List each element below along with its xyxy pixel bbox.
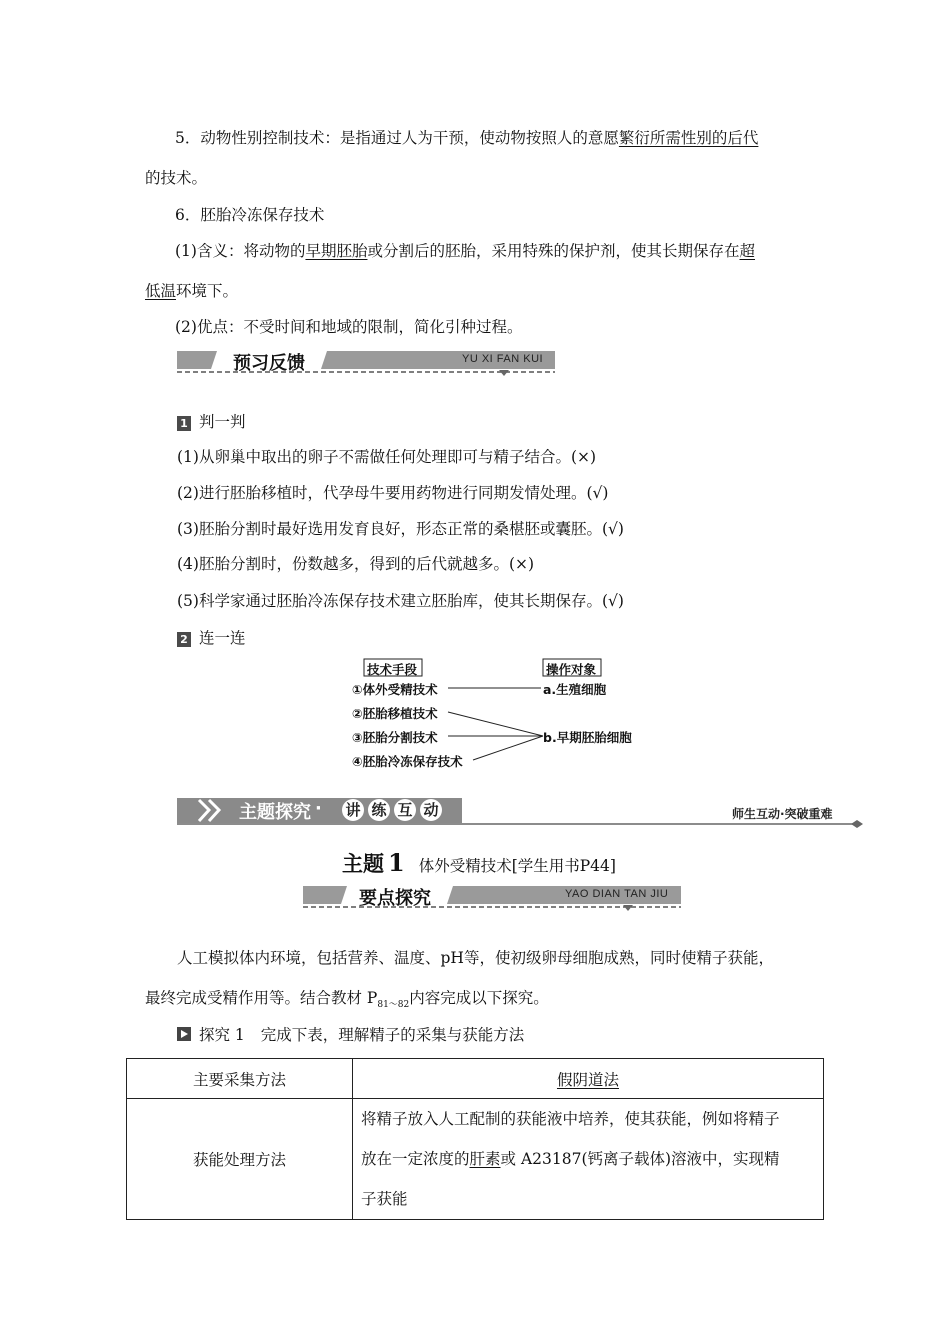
theme-banner-char: 互: [394, 799, 416, 821]
intro-line1: 人工模拟体内环境，包括营养、温度、pH等，使初级卵母细胞成熟，同时使精子获能，: [177, 949, 774, 967]
play-icon: [177, 1027, 191, 1041]
judge-heading: 1 判一判: [177, 412, 246, 432]
judge-item-2: (2)进行胚胎移植时，代孕母牛要用药物进行同期发情处理。(√): [177, 484, 609, 502]
explore1-heading: 探究 1 完成下表，理解精子的采集与获能方法: [177, 1025, 524, 1045]
diagram-left-item: ②胚胎移植技术: [352, 706, 438, 721]
table-cell-label: 获能处理方法: [127, 1099, 353, 1220]
judge-item-1: (1)从卵巢中取出的卵子不需做任何处理即可与精子结合。(×): [177, 448, 597, 466]
section5-line2: 的技术。: [145, 169, 208, 187]
table-cell-value: 将精子放入人工配制的获能液中培养，使其获能，例如将精子 放在一定浓度的肝素或 A23187(钙离子载体)溶液中，实现精 子获能: [353, 1099, 824, 1220]
theme-banner: [177, 796, 872, 828]
theme-banner-dot: ·: [315, 798, 322, 819]
diagram-right-item: b.早期胚胎细胞: [543, 730, 632, 745]
connect-heading: 2 连一连: [177, 628, 246, 648]
section6-item2: (2)优点：不受时间和地域的限制，简化引种过程。: [175, 318, 523, 336]
section6-item1-cont: 低温环境下。: [145, 282, 239, 300]
diagram-right-header: 操作对象: [546, 662, 597, 677]
table-cell-label: 主要采集方法: [127, 1059, 353, 1099]
number-badge: 2: [177, 632, 191, 647]
underlined-answer: 低温: [145, 282, 177, 300]
points-banner: [303, 884, 683, 916]
points-banner-title: 要点探究: [359, 888, 431, 909]
preview-banner-pinyin: YU XI FAN KUI: [462, 353, 544, 365]
judge-item-3: (3)胚胎分割时最好选用发育良好，形态正常的桑椹胚或囊胚。(√): [177, 520, 624, 538]
theme-banner-char: 动: [420, 799, 442, 821]
topic-heading: [342, 848, 616, 878]
judge-item-4: (4)胚胎分割时，份数越多，得到的后代就越多。(×): [177, 555, 535, 573]
table-cell-value: 假阴道法: [353, 1059, 824, 1099]
underlined-answer: 繁衍所需性别的后代: [618, 129, 759, 147]
table-row: [127, 1099, 824, 1220]
matching-diagram: [340, 656, 660, 772]
diagram-left-item: ①体外受精技术: [352, 682, 438, 697]
topic-title: 体外受精技术[学生用书P44]: [418, 857, 616, 875]
underlined-answer: 早期胚胎: [305, 242, 368, 260]
intro-line2: 最终完成受精作用等。结合教材 $P_{81\sim 82}$内容完成以下探究。: [145, 989, 549, 1011]
theme-banner-title: 主题探究: [239, 802, 311, 823]
section5-line1: 5．动物性别控制技术：是指通过人为干预，使动物按照人的意愿繁衍所需性别的后代: [175, 129, 759, 147]
section6-item1: (1)含义：将动物的早期胚胎或分割后的胚胎，采用特殊的保护剂，使其长期保存在超: [175, 242, 756, 260]
diagram-left-item: ③胚胎分割技术: [352, 730, 438, 745]
diagram-left-item: ④胚胎冷冻保存技术: [352, 754, 463, 769]
preview-banner: [177, 349, 557, 379]
topic-label: 主题: [342, 852, 384, 876]
diagram-left-header: 技术手段: [367, 662, 418, 677]
points-banner-pinyin: YAO DIAN TAN JIU: [565, 888, 669, 900]
theme-banner-right-text: 师生互动·突破重难: [732, 807, 833, 821]
diagram-right-item: a.生殖细胞: [543, 682, 607, 697]
underlined-answer: 超: [739, 242, 756, 260]
textbook-pages: 81～82: [377, 1000, 410, 1011]
theme-banner-char: 讲: [342, 799, 364, 821]
topic-number: 1: [388, 848, 405, 877]
section6-title: 6．胚胎冷冻保存技术: [175, 206, 325, 224]
theme-banner-char: 练: [368, 799, 390, 821]
sperm-method-table: [126, 1058, 824, 1220]
preview-banner-title: 预习反馈: [233, 353, 305, 374]
judge-item-5: (5)科学家通过胚胎冷冻保存技术建立胚胎库，使其长期保存。(√): [177, 592, 624, 610]
number-badge: 1: [177, 416, 191, 431]
table-row: [127, 1059, 824, 1099]
